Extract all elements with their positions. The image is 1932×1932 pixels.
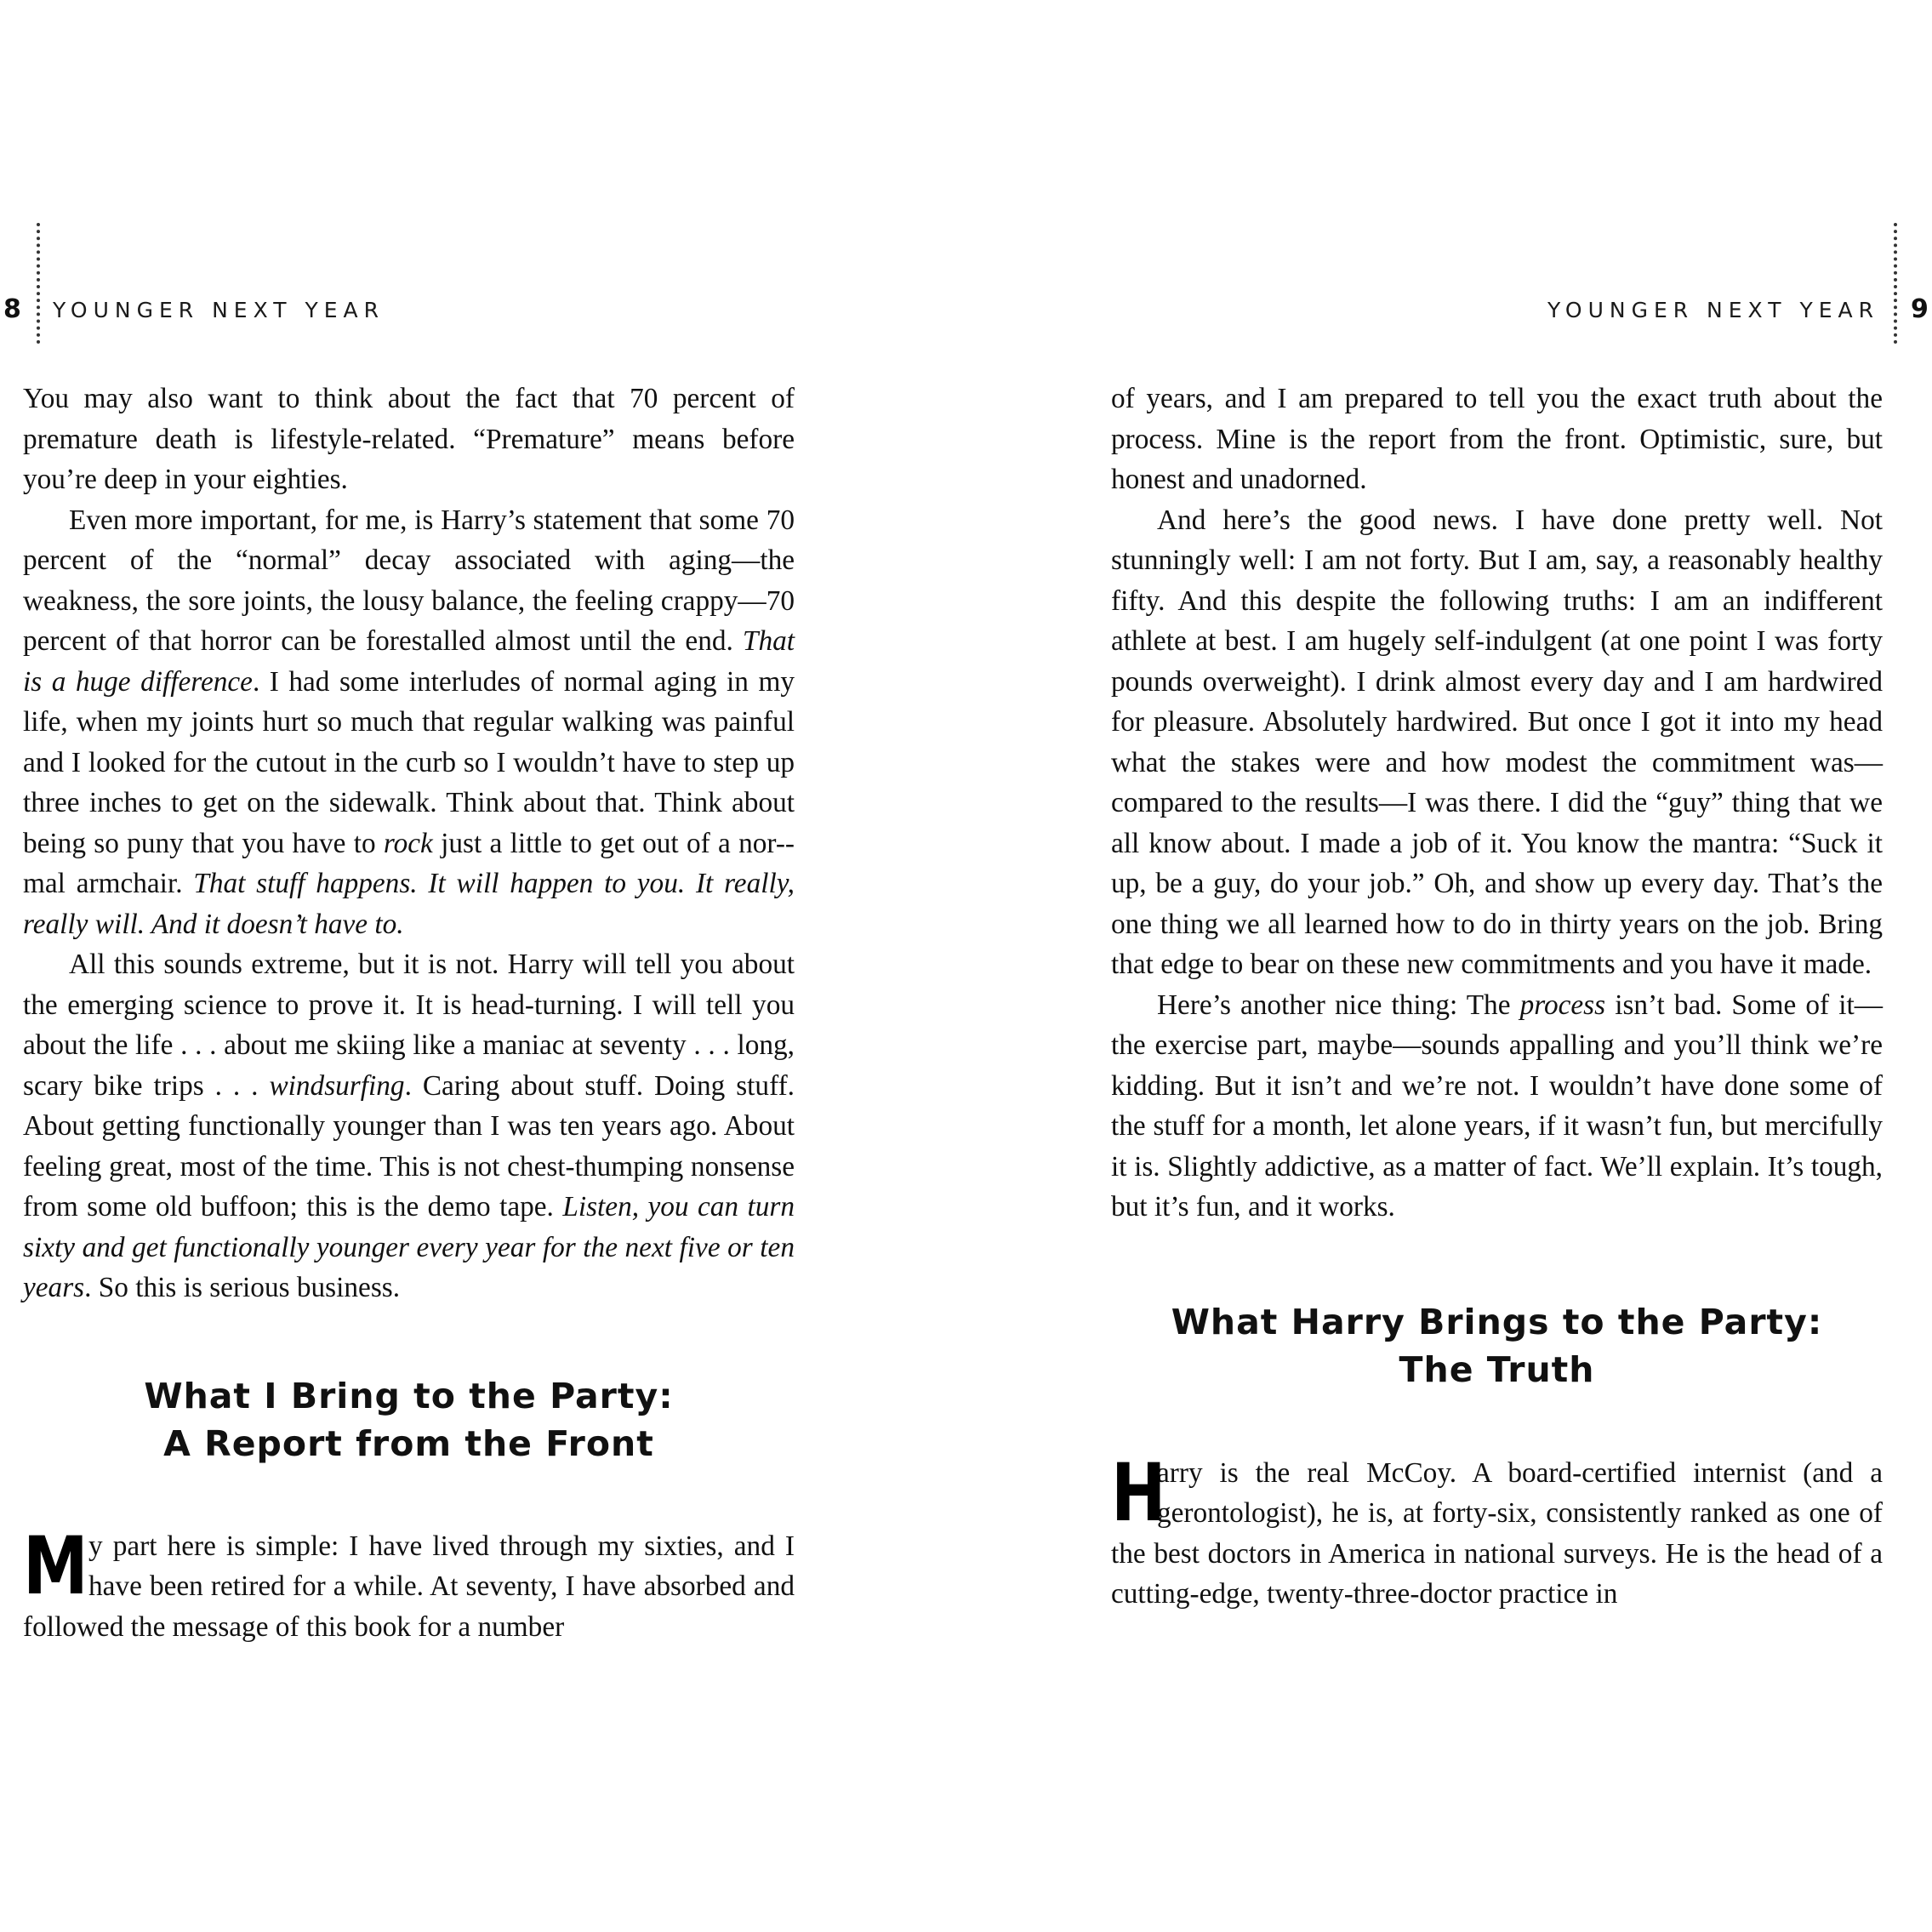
body-text	[23, 379, 795, 1647]
italic-text: windsurfing	[269, 1069, 405, 1102]
body-text	[1111, 379, 1883, 1615]
drop-cap: M	[23, 1519, 88, 1613]
section-heading	[23, 1372, 795, 1468]
text-run: Even more important, for me, is Harry’s statement that some 70 percent of the “normal” decay associated with aging—the weakness, the sore joints, the lousy balance, the feeling crappy—70 percent of that horror can be forestalled almost until the end.	[23, 504, 795, 657]
text-run: . Caring about stuff. Doing stuff. About getting functionally younger than I was ten years ago. About feeling great, most of the time. This is not chest-thumping nonsense from some old buffoon; this is the demo tape.	[23, 1069, 795, 1222]
running-head: YOUNGER NEXT YEAR	[53, 298, 385, 322]
paragraph	[23, 500, 795, 945]
text-run: . So this is serious business.	[84, 1272, 401, 1303]
paragraph	[23, 379, 795, 500]
page-number: 8	[3, 294, 21, 324]
text-run: Here’s another nice thing: The	[1157, 989, 1520, 1021]
dotted-rule	[37, 223, 40, 344]
italic-text: That stuff happens. It will happen to you. It really, really will. And it doesn’t have to.	[23, 868, 795, 940]
running-head: YOUNGER NEXT YEAR	[1547, 298, 1879, 322]
italic-text: That is a huge difference	[23, 625, 795, 698]
paragraph	[1111, 985, 1883, 1228]
section-opening-text: arry is the real McCoy. A board-certified internist (and a gerontologist), he is, at forty-six, consistently ranked as one of the best doctors in America in national surveys. He is the head of a cutting-edge, twenty-three-doctor practice in	[1111, 1456, 1883, 1610]
section-opening-paragraph	[1111, 1446, 1883, 1615]
section-heading-line: What Harry Brings to the Party:	[1171, 1301, 1823, 1342]
section-opening-text: y part here is simple: I have lived through my sixties, and I have been retired for a while. At seventy, I have absorbed and followed the message of this book for a number	[23, 1530, 795, 1643]
italic-text: Listen, you can turn sixty and get functionally younger every year for the next five or ten years	[23, 1191, 795, 1303]
right-page	[966, 0, 1932, 1932]
drop-cap: H	[1111, 1446, 1166, 1540]
paragraph	[1111, 500, 1883, 985]
page-number: 9	[1911, 294, 1929, 324]
section-heading-line: What I Bring to the Party:	[144, 1375, 674, 1416]
paragraph	[1111, 379, 1883, 500]
text-run: just a little to get out of a nor-mal armchair.	[23, 827, 795, 899]
text-run: All this sounds extreme, but it is not. Harry will tell you about the emerging science to prove it. It is head-turning. I will tell you about the life . . . about me skiing like a maniac at seventy . . . long, scary bike trips . . .	[23, 949, 795, 1102]
italic-text: rock	[383, 827, 433, 859]
text-run: of years, and I am prepared to tell you the exact truth about the process. Mine is the report from the front. Optimistic, sure, but honest and unadorned.	[1111, 383, 1883, 495]
italic-text: process	[1519, 989, 1606, 1021]
section-heading-line: A Report from the Front	[163, 1422, 654, 1464]
text-run: You may also want to think about the fact that 70 percent of premature death is lifestyle-related. “Premature” means before you’re deep in your eighties.	[23, 383, 795, 495]
section-heading-line: The Truth	[1399, 1348, 1595, 1390]
text-run: . I had some interludes of normal aging in my life, when my joints hurt so much that regular walking was painful and I looked for the cutout in the curb so I wouldn’t have to step up three inches to get on the sidewalk. Think about that. Think about being so puny that you have to	[23, 665, 795, 859]
section-heading	[1111, 1298, 1883, 1393]
dotted-rule	[1894, 223, 1897, 344]
text-run: isn’t bad. Some of it—the exercise part, maybe—sounds appalling and you’ll think we’re kidding. But it isn’t and we’re not. I wouldn’t have done some of the stuff for a month, let alone years, if it wasn’t fun, but mercifully it is. Slightly addictive, as a matter of fact. We’ll explain. It’s tough, but it’s fun, and it works.	[1111, 989, 1883, 1222]
text-run: And here’s the good news. I have done pretty well. Not stunningly well: I am not forty. But I am, say, a reasonably healthy fifty. And this despite the following truths: I am an indifferent athlete at best. I am hugely self-indulgent (at one point I was forty pounds overweight). I drink almost every day and I am hardwired for pleasure. Absolutely hardwired. But once I got it into my head what the stakes were and how modest the commitment was— compared to the results—I was there. I did the “guy” thing that we all know about. I made a job of it. You know the mantra: “Suck it up, be a guy, do your job.” Oh, and show up every day. That’s the one thing we all learned how to do in thirty years on the job. Bring that edge to bear on these new commitments and you have it made.	[1111, 504, 1883, 980]
section-opening-paragraph	[23, 1519, 795, 1648]
paragraph	[23, 944, 795, 1308]
